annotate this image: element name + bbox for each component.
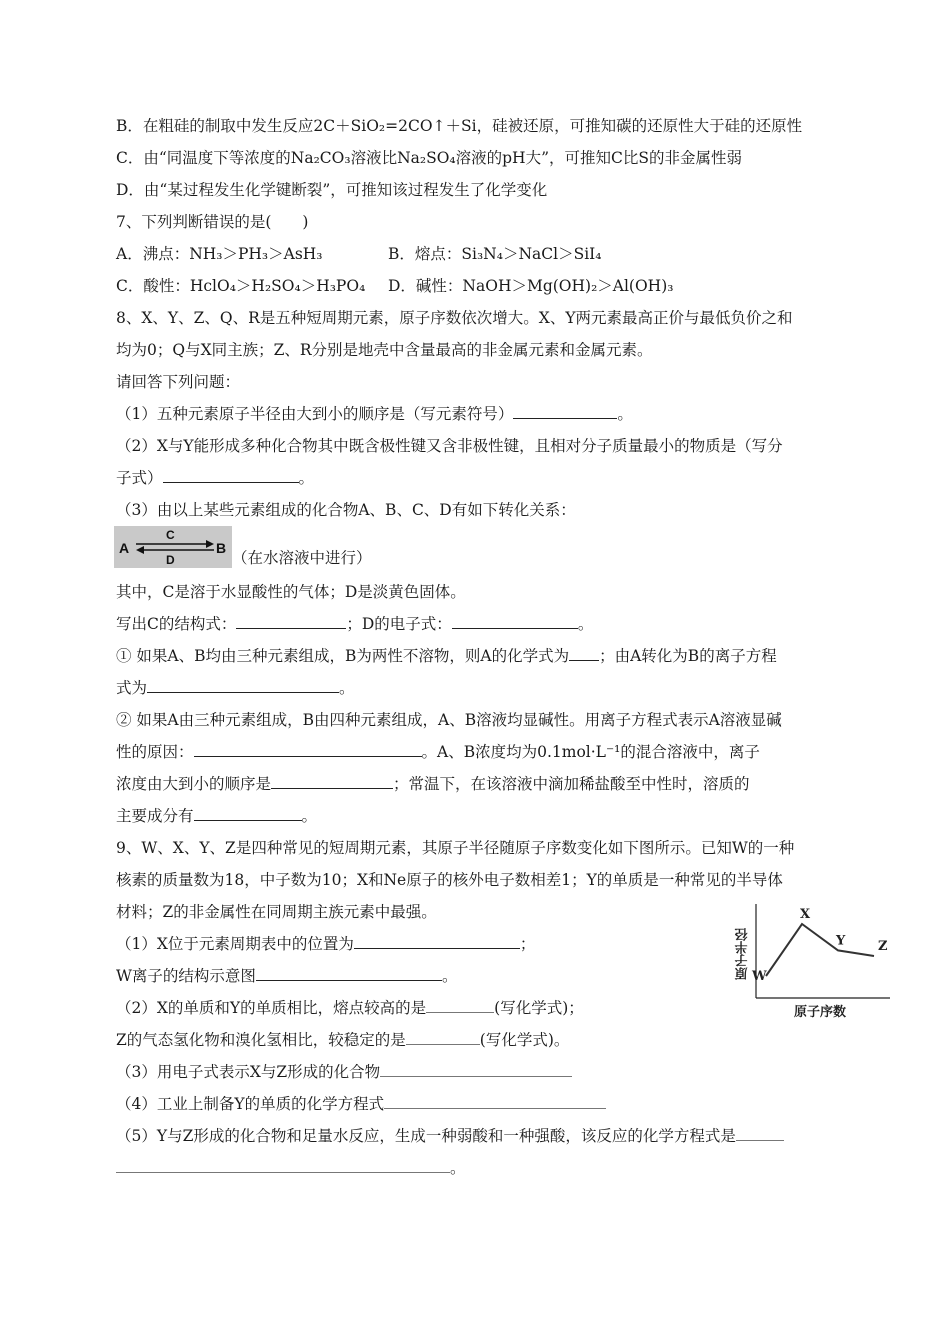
q7-option-b: B．熔点：Si₃N₄＞NaCl＞SiI₄ (388, 245, 602, 263)
q8-line2: 均为0；Q与X同主族；Z、R分别是地壳中含量最高的非金属元素和金属元素。 (116, 341, 653, 359)
answer-blank[interactable] (354, 934, 520, 949)
answer-blank[interactable] (380, 1062, 572, 1077)
graph-point-label-y: Y (836, 933, 846, 949)
q9-part2-end2: (写化学式)。 (479, 1031, 570, 1049)
q9-line3: 材料；Z的非金属性在同周期主族元素中最强。 (116, 903, 437, 921)
graph-x-axis-label: 原子序数 (794, 1005, 847, 1020)
q8-part3: （3）由以上某些元素组成的化合物A、B、C、D有如下转化关系： (116, 501, 576, 519)
q9-part2-end: (写化学式)； (494, 999, 584, 1017)
answer-blank[interactable] (163, 468, 299, 483)
q8-cd-text2: ；D的电子式： (346, 615, 452, 633)
q8-cd-end: 。 (577, 615, 594, 633)
q9-part2-text2: Z的气态氢化物和溴化氢相比，较稳定的是 (116, 1031, 406, 1049)
reaction-d: D (166, 553, 175, 567)
option-d: D．由“某过程发生化学键断裂”，可推知该过程发生了化学变化 (116, 181, 548, 199)
q8-case1-end: 。 (339, 679, 355, 697)
arrow-forward-head (206, 540, 214, 548)
q9-part5-end: 。 (450, 1159, 466, 1177)
answer-blank[interactable] (147, 678, 339, 693)
answer-blank[interactable] (406, 1030, 480, 1045)
reaction-c: C (166, 528, 175, 542)
q8-case2-text3: 浓度由大到小的顺序是 (116, 775, 272, 793)
answer-blank[interactable] (194, 742, 422, 757)
q7-option-d: D．碱性：NaOH＞Mg(OH)₂＞Al(OH)₃ (388, 277, 674, 295)
answer-blank[interactable] (452, 614, 578, 629)
q8-part1-text: （1）五种元素原子半径由大到小的顺序是（写元素符号） (116, 405, 514, 423)
q8-case1 (116, 646, 850, 666)
q8-part2-end: 。 (298, 469, 315, 487)
q8-part1 (116, 404, 850, 424)
q9-part5-text: （5）Y与Z形成的化合物和足量水反应，生成一种弱酸和一种强酸，该反应的化学方程式是 (116, 1127, 736, 1145)
graph-point-labels (751, 907, 888, 984)
answer-blank[interactable] (736, 1126, 784, 1141)
answer-blank[interactable] (256, 966, 442, 981)
graph-line (766, 924, 874, 976)
question-7: 7、下列判断错误的是( ) (116, 213, 309, 231)
q8-case1-text2: ；由A转化为B的离子方程 (599, 647, 777, 665)
answer-blank[interactable] (513, 404, 617, 419)
graph-y-axis-label: 原子半径 (735, 928, 751, 980)
graph-point-label-z: Z (878, 939, 888, 954)
q9-part1-text2: W离子的结构示意图 (116, 967, 256, 985)
q8-case2-cont2 (116, 774, 850, 794)
q9-part4-text: （4）工业上制备Y的单质的化学方程式 (116, 1095, 385, 1113)
q8-case2-cont3 (116, 806, 850, 826)
q9-part3-text: （3）用电子式表示X与Z形成的化合物 (116, 1063, 381, 1081)
answer-blank[interactable] (426, 998, 494, 1013)
answer-blank[interactable] (384, 1094, 606, 1109)
option-c: C．由“同温度下等浓度的Na₂CO₃溶液比Na₂SO₄溶液的pH大”，可推知C比S的非金属性弱 (116, 149, 742, 167)
q9-part1-end: ； (519, 935, 536, 953)
q9-part2-text: （2）X的单质和Y的单质相比，熔点较高的是 (116, 999, 427, 1017)
q8-case1-cont (116, 678, 850, 698)
q7-options-row2 (116, 276, 850, 296)
q8-case2: ② 如果A由三种元素组成，B由四种元素组成，A、B溶液均显碱性。用离子方程式表示A溶液显碱 (116, 711, 782, 729)
q9-part4 (116, 1094, 850, 1114)
graph-point-label-x: X (800, 907, 811, 922)
q9-part2-cont (116, 1030, 850, 1050)
answer-blank[interactable] (116, 1158, 450, 1173)
q8-case2-end: 。 (301, 807, 318, 825)
answer-blank[interactable] (194, 806, 302, 821)
arrow-backward-head (136, 546, 144, 554)
q8-case1-text3: 式为 (116, 679, 148, 697)
question-9: 9、W、X、Y、Z是四种常见的短周期元素，其原子半径随原子序数变化如下图所示。已知W的一种 (116, 839, 795, 857)
q7-option-a: A．沸点：NH₃＞PH₃＞AsH₃ (116, 245, 323, 263)
q8-cd-desc: 其中，C是溶于水显酸性的气体；D是淡黄色固体。 (116, 583, 466, 601)
reaction-scheme-image (114, 526, 232, 568)
q8-prompt: 请回答下列问题： (116, 373, 241, 391)
q8-cd-ask (116, 614, 850, 634)
q9-part5-cont (116, 1158, 850, 1178)
q8-case2-cont1 (116, 742, 850, 762)
answer-blank[interactable] (236, 614, 346, 629)
q9-part5 (116, 1126, 850, 1146)
q8-part1-end: 。 (617, 405, 633, 423)
question-8: 8、X、Y、Z、Q、R是五种短周期元素，原子序数依次增大。X、Y两元素最高正价与最低负价之和 (116, 309, 793, 327)
atomic-radius-graph (734, 900, 894, 1022)
q8-case2-text1: 性的原因： (116, 743, 194, 761)
q8-cd-text1: 写出C的结构式： (116, 615, 237, 633)
reaction-b: B (216, 540, 227, 556)
reaction-a: A (119, 540, 130, 556)
q9-part1-text: （1）X位于元素周期表中的位置为 (116, 935, 354, 953)
graph-point-label-w: W (752, 969, 767, 984)
q8-case2-text2: 。A、B浓度均为0.1mol·L⁻¹的混合溶液中，离子 (421, 743, 760, 761)
q8-part2: （2）X与Y能形成多种化合物其中既含极性键又含非极性键，且相对分子质量最小的物质是（写分 (116, 437, 783, 455)
q8-part2-cont (116, 468, 850, 488)
q8-part2-text: 子式） (116, 469, 163, 487)
q8-case1-text1: ① 如果A、B均由三种元素组成，B为两性不溶物，则A的化学式为 (116, 647, 570, 665)
q7-options-row1 (116, 244, 850, 264)
q9-line2: 核素的质量数为18，中子数为10；X和Ne原子的核外电子数相差1；Y的单质是一种常见的半导体 (116, 871, 783, 889)
q7-option-c: C．酸性：HclO₄＞H₂SO₄＞H₃PO₄ (116, 277, 366, 295)
option-b: B．在粗硅的制取中发生反应2C＋SiO₂=2CO↑＋Si，硅被还原，可推知碳的还原性大于硅的还原性 (116, 117, 803, 135)
answer-blank[interactable] (271, 774, 393, 789)
q8-case2-text4: ；常温下，在该溶液中滴加稀盐酸至中性时，溶质的 (393, 775, 750, 793)
reaction-condition: （在水溶液中进行） (232, 549, 372, 567)
q9-part1-end2: 。 (441, 967, 458, 985)
q9-part3 (116, 1062, 850, 1082)
answer-blank[interactable] (569, 646, 599, 661)
q8-case2-text5: 主要成分有 (116, 807, 194, 825)
